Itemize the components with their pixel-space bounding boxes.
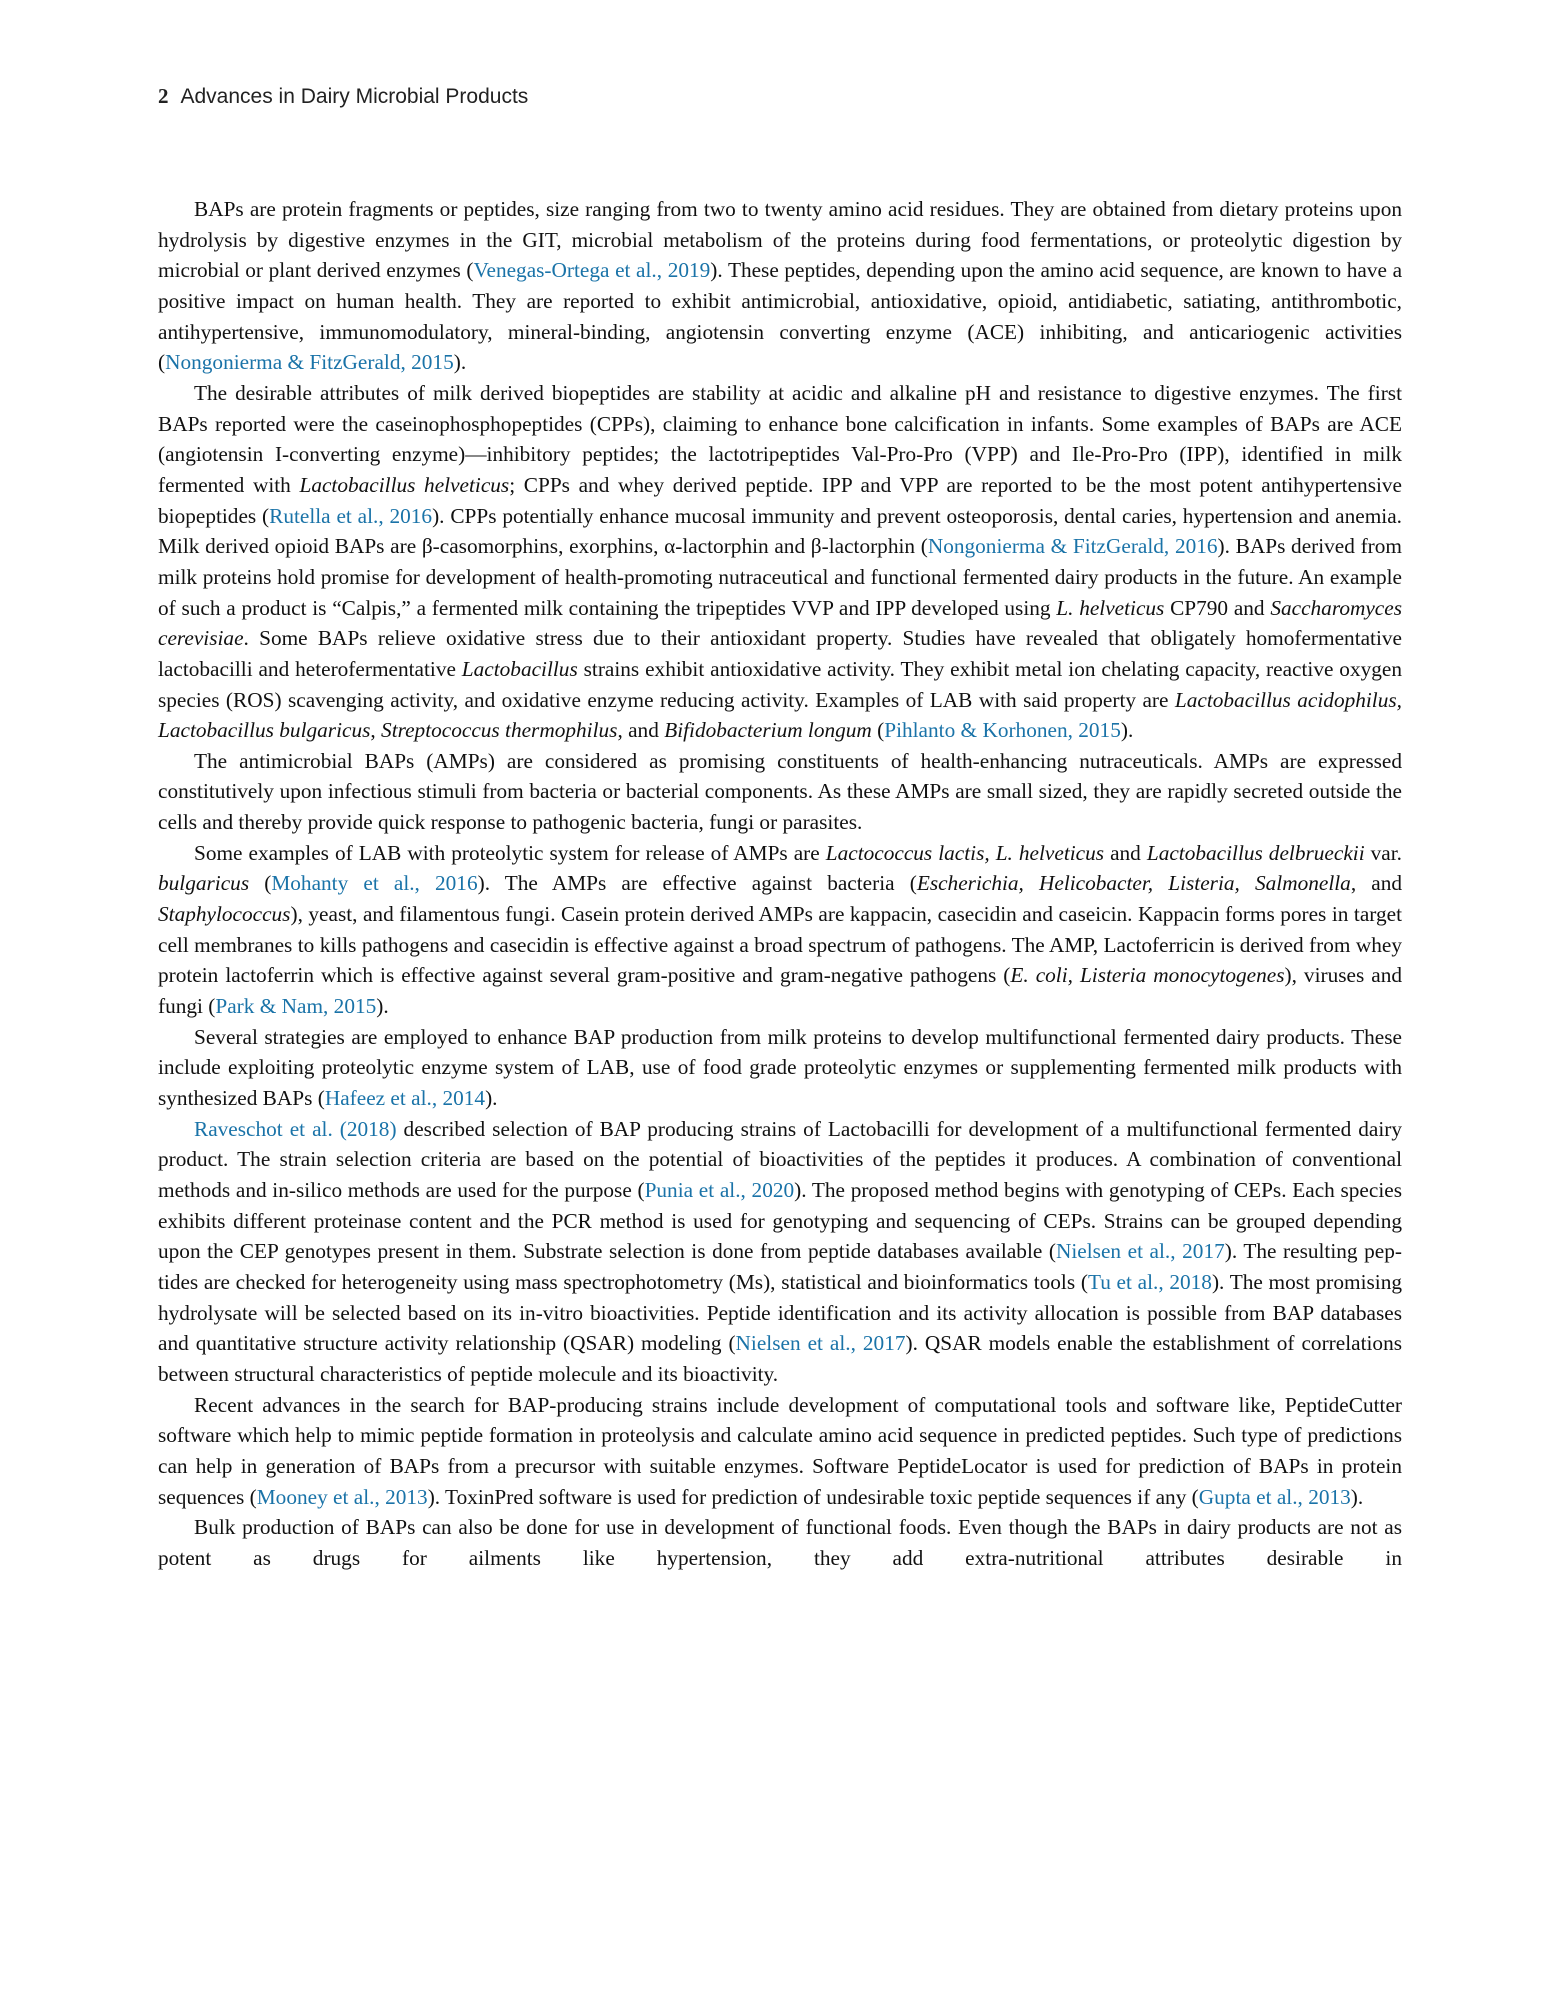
paragraph	[158, 378, 1402, 746]
text-run: ; CPPs and whey derived peptide. IPP and VPP are reported to be the most potent antihypertensive biopeptides (	[158, 472, 1402, 528]
citation-link[interactable]: Mooney et al., 2013	[256, 1484, 428, 1509]
citation-link[interactable]: Park & Nam, 2015	[215, 994, 377, 1019]
text-run: strains exhibit antioxidative activity. They exhibit metal ion chelating capacity, reactive oxygen species (ROS) scavenging activity, and oxidative enzyme reducing activity. Examples of LAB with said property are	[158, 656, 1402, 712]
text-run: Bulk production of BAPs can also be done for use in development of functional foods. Even though the BAPs in dairy products are not as potent as drugs for ailments like hypertension, they add extra-nutritional attributes desirable in	[158, 1515, 1402, 1570]
paragraph	[158, 746, 1402, 838]
italic-term: Staphylococcus	[158, 902, 291, 927]
italic-term: Lactococcus lactis, L. helveticus	[825, 840, 1105, 865]
text-run: ,	[370, 718, 382, 743]
text-run: ).	[1120, 718, 1134, 743]
italic-term: E. coli, Listeria monocytogenes	[1010, 963, 1285, 988]
text-run: ).	[485, 1086, 498, 1111]
citation-link[interactable]: Punia et al., 2020	[644, 1178, 795, 1202]
paragraph	[158, 1114, 1402, 1390]
citation-link[interactable]: Nielsen et al., 2017	[735, 1331, 906, 1356]
text-run: ). The most promising hydrolysate will be selected based on its in-vitro bioactivities. Peptide identification and its activity allocation is possible from BAP databases and quantitative structure activity relationship (QSAR) modeling (	[158, 1269, 1403, 1356]
paragraph	[158, 1022, 1402, 1114]
italic-term: Lactobacillus acidophilus, Lactobacillus bulgaricus	[158, 687, 1402, 743]
italic-term: Escherichia, Helicobacter, Listeria, Salmonella	[916, 871, 1351, 896]
text-run: and	[1104, 840, 1147, 865]
text-run: ). BAPs derived from milk proteins hold promise for development of health-promoting nutraceutical and functional fermented dairy products in the future. An example of such a product is “Calpis,” a fermented milk containing the tripeptides VVP and IPP developed using	[158, 534, 1402, 620]
paragraph	[158, 1390, 1402, 1513]
text-run: , and	[1350, 871, 1403, 896]
paragraph	[158, 194, 1402, 378]
citation-link[interactable]: Venegas-Ortega et al., 2019	[473, 258, 711, 283]
body-text	[158, 194, 1402, 1574]
italic-term: Saccharomyces cerevisiae	[158, 595, 1402, 651]
text-run: , and	[617, 718, 665, 743]
text-run: Several strategies are employed to enhance BAP production from milk proteins to develop multifunctional fermented dairy products. These include exploiting proteolytic enzyme system of LAB, use of food grade proteolytic enzymes or supplementing fermented milk products with synthesized BAPs (	[158, 1024, 1402, 1111]
italic-term: Lactobacillus	[461, 656, 578, 681]
italic-term: Lactobacillus delbrueckii	[1146, 840, 1365, 865]
italic-term: Lactobacillus helveticus	[299, 472, 510, 497]
text-run: ). The proposed method begins with genotyping of CEPs. Each species exhibits different proteinase content and the PCR method is used for genotyping and sequencing of CEPs. Strains can be grouped depending upon the CEP genotypes present in them. Substrate selection is done from peptide databases available (	[158, 1178, 1402, 1264]
text-run: CP790 and	[1164, 595, 1271, 620]
running-header	[158, 84, 528, 109]
text-run: The desirable attributes of milk derived biopeptides are stability at acidic and alkaline pH and resistance to digestive enzymes. The first BAPs reported were the caseinophosphopeptides (CPPs), claiming to enhance bone calcification in infants. Some examples of BAPs are ACE (angiotensin I-converting enzyme)—inhibitory peptides; the lactotripeptides Val-Pro-Pro (VPP) and Ile-Pro-Pro (IPP), identified in milk fermented with	[158, 380, 1402, 497]
italic-term: Streptococcus thermophilus	[381, 718, 618, 743]
text-run: BAPs are protein fragments or peptides, size ranging from two to twenty amino acid residues. They are obtained from dietary proteins upon hydrolysis by digestive enzymes in the GIT, microbial metabolism of the proteins during food fermentations, or proteolytic digestion by microbial or plant derived enzymes (	[158, 197, 1402, 283]
text-run: ).	[453, 350, 467, 375]
text-run: ).	[376, 994, 389, 1019]
text-run: ). These peptides, depending upon the amino acid sequence, are known to have a positive impact on human health. They are reported to exhibit antimicrobial, antioxidative, opioid, antidiabetic, satiating, antithrombotic, antihypertensive, immunomodulatory, mineral-binding, angiotensin converting enzyme (ACE) inhibiting, and anticariogenic activities (	[158, 258, 1403, 375]
text-run: described selection of BAP producing strains of Lactobacilli for development of a multifunctional fermented dairy product. The strain selection criteria are based on the potential of bioactivities of the peptides it produces. A combination of conventional methods and in-silico methods are used for the purpose (	[158, 1116, 1403, 1202]
text-run: ), viruses and fungi (	[158, 963, 1403, 1019]
text-run: ). The AMPs are effective against bacteria (	[477, 871, 917, 896]
text-run: ).	[1350, 1484, 1364, 1509]
text-run: ). The resulting peptides are checked for heterogeneity using mass spectrophotometry (Ms), statistical and bioinformatics tools (	[158, 1239, 1402, 1294]
running-title: Advances in Dairy Microbial Products	[180, 85, 529, 108]
citation-link[interactable]: Rutella et al., 2016	[269, 503, 433, 528]
italic-term: L. helveticus	[1056, 595, 1165, 620]
text-run: ). QSAR models enable the establishment of correlations between structural characteristics of peptide molecule and its bioactivity.	[158, 1331, 1403, 1386]
text-run: . Some BAPs relieve oxidative stress due to their antioxidant property. Studies have revealed that obligately homofermentative lactobacilli and heterofermentative	[158, 626, 1402, 681]
text-run: The antimicrobial BAPs (AMPs) are considered as promising constituents of health-enhancing nutraceuticals. AMPs are expressed constitutively upon infectious stimuli from bacteria or bacterial components. As these AMPs are small sized, they are rapidly secreted outside the cells and thereby provide quick response to pathogenic bacteria, fungi or parasites.	[158, 748, 1402, 835]
citation-link[interactable]: Hafeez et al., 2014	[324, 1086, 486, 1111]
text-run: Some examples of LAB with proteolytic system for release of AMPs are	[194, 840, 826, 865]
page-number: 2	[158, 84, 169, 108]
text-run: var.	[1364, 840, 1402, 865]
citation-link[interactable]: Tu et al., 2018	[1087, 1269, 1212, 1294]
citation-link[interactable]: Gupta et al., 2013	[1198, 1484, 1351, 1509]
italic-term: Bifidobacterium longum	[664, 718, 872, 743]
text-run: (	[249, 871, 272, 896]
citation-link[interactable]: Nielsen et al., 2017	[1055, 1239, 1225, 1264]
text-run: ), yeast, and filamentous fungi. Casein protein derived AMPs are kappacin, casecidin and caseicin. Kappacin forms pores in target cell membranes to kills pathogens and casecidin is effective against a broad spectrum of pathogens. The AMP, Lactoferricin is derived from whey protein lactoferrin which is effective against several gram-positive and gram-negative pathogens (	[158, 902, 1402, 988]
text-run: (	[871, 718, 885, 743]
italic-term: bulgaricus	[158, 871, 250, 896]
citation-link[interactable]: Pihlanto & Korhonen, 2015	[884, 718, 1121, 743]
paragraph	[158, 1512, 1402, 1573]
citation-link[interactable]: Mohanty et al., 2016	[271, 871, 478, 896]
citation-link[interactable]: Nongonierma & FitzGerald, 2016	[927, 534, 1218, 559]
text-run: ). ToxinPred software is used for prediction of undesirable toxic peptide sequences if any (	[427, 1484, 1199, 1509]
text-run: Recent advances in the search for BAP-producing strains include development of computational tools and software like, PeptideCutter software which help to mimic peptide formation in proteolysis and calculate amino acid sequence in predicted peptides. Such type of predictions can help in generation of BAPs from a precursor with suitable enzymes. Software PeptideLocator is used for prediction of BAPs in protein sequences (	[158, 1392, 1402, 1509]
citation-link[interactable]: Raveschot et al. (2018)	[194, 1116, 397, 1141]
text-run: ). CPPs potentially enhance mucosal immunity and prevent osteoporosis, dental caries, hypertension and anemia. Milk derived opioid BAPs are β-casomorphins, exorphins, α-lactorphin and β-lactorphin (	[158, 503, 1402, 559]
paragraph	[158, 838, 1402, 1022]
citation-link[interactable]: Nongonierma & FitzGerald, 2015	[165, 350, 454, 375]
